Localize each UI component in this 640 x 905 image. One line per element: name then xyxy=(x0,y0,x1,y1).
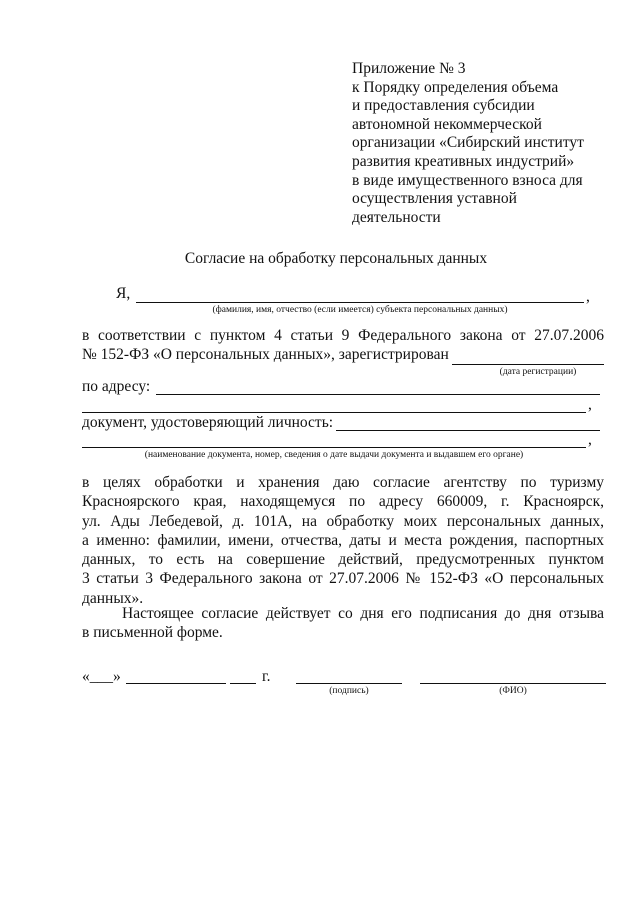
person-name-field[interactable] xyxy=(136,302,584,303)
date-day-field[interactable]: «___» xyxy=(82,668,121,685)
consent-line: а именно: фамилии, имени, отчества, даты и места рождения, паспортных xyxy=(82,531,604,549)
appendix-line: к Порядку определения объема xyxy=(352,78,559,96)
person-comma: , xyxy=(586,288,590,305)
identity-comma: , xyxy=(588,431,592,448)
appendix-line: в виде имущественного взноса для xyxy=(352,171,583,189)
consent-line: Красноярского края, находящемуся по адресу 660009, г. Красноярск, xyxy=(82,493,604,511)
person-prefix: Я, xyxy=(116,285,131,302)
date-year-field[interactable] xyxy=(230,683,256,684)
registration-date-field[interactable] xyxy=(452,364,604,365)
full-name-caption: (ФИО) xyxy=(499,686,527,696)
signature-caption: (подпись) xyxy=(329,686,369,696)
registration-block xyxy=(82,326,604,345)
identity-label: документ, удостоверяющий личность: xyxy=(82,414,334,431)
consent-line: данных». xyxy=(82,589,144,607)
appendix-line: Приложение № 3 xyxy=(352,60,466,77)
appendix-line: осуществления уставной xyxy=(352,190,517,208)
address-label: по адресу: xyxy=(82,378,151,395)
address-field-line-1[interactable] xyxy=(156,394,600,395)
appendix-line: развития креативных индустрий» xyxy=(352,152,575,170)
appendix-line: организации «Сибирский институт xyxy=(352,134,584,152)
identity-field-line-2[interactable] xyxy=(82,447,586,448)
validity-paragraph xyxy=(82,604,604,643)
appendix-header xyxy=(352,60,632,227)
person-caption: (фамилия, имя, отчество (если имеется) субъекта персональных данных) xyxy=(212,305,508,315)
registration-line-2: № 152-ФЗ «О персональных данных», зарегистрирован xyxy=(82,346,449,363)
consent-paragraph xyxy=(82,473,604,608)
identity-caption: (наименование документа, номер, сведения о дате выдачи документа и выдавшем его органе) xyxy=(144,450,524,460)
document-title: Согласие на обработку персональных данных xyxy=(184,250,488,267)
date-month-field[interactable] xyxy=(126,683,226,684)
full-name-field[interactable] xyxy=(420,683,606,684)
appendix-line: автономной некоммерческой xyxy=(352,115,542,133)
address-field-line-2[interactable] xyxy=(82,412,586,413)
validity-line: в письменной форме. xyxy=(82,624,223,642)
registration-line-1: в соответствии с пунктом 4 статьи 9 Федерального закона от 27.07.2006 xyxy=(82,327,604,344)
consent-line: данных, то есть на совершение действий, предусмотренных пунктом xyxy=(82,551,604,569)
appendix-line: и предоставления субсидии xyxy=(352,97,535,115)
consent-line: в целях обработки и хранения даю согласие агентству по туризму xyxy=(82,474,604,491)
signature-field[interactable] xyxy=(296,683,402,684)
appendix-line: деятельности xyxy=(352,208,441,226)
identity-field-line-1[interactable] xyxy=(336,430,600,431)
registration-date-caption: (дата регистрации) xyxy=(499,367,577,377)
address-comma: , xyxy=(588,396,592,413)
consent-line: 3 статьи 3 Федерального закона от 27.07.2006 № 152-ФЗ «О персональных xyxy=(82,570,604,588)
consent-line: ул. Ады Лебедевой, д. 101А, на обработку моих персональных данных, xyxy=(82,512,604,530)
validity-line: Настоящее согласие действует со дня его подписания до дня отзыва xyxy=(122,605,604,622)
year-suffix: г. xyxy=(262,668,271,685)
